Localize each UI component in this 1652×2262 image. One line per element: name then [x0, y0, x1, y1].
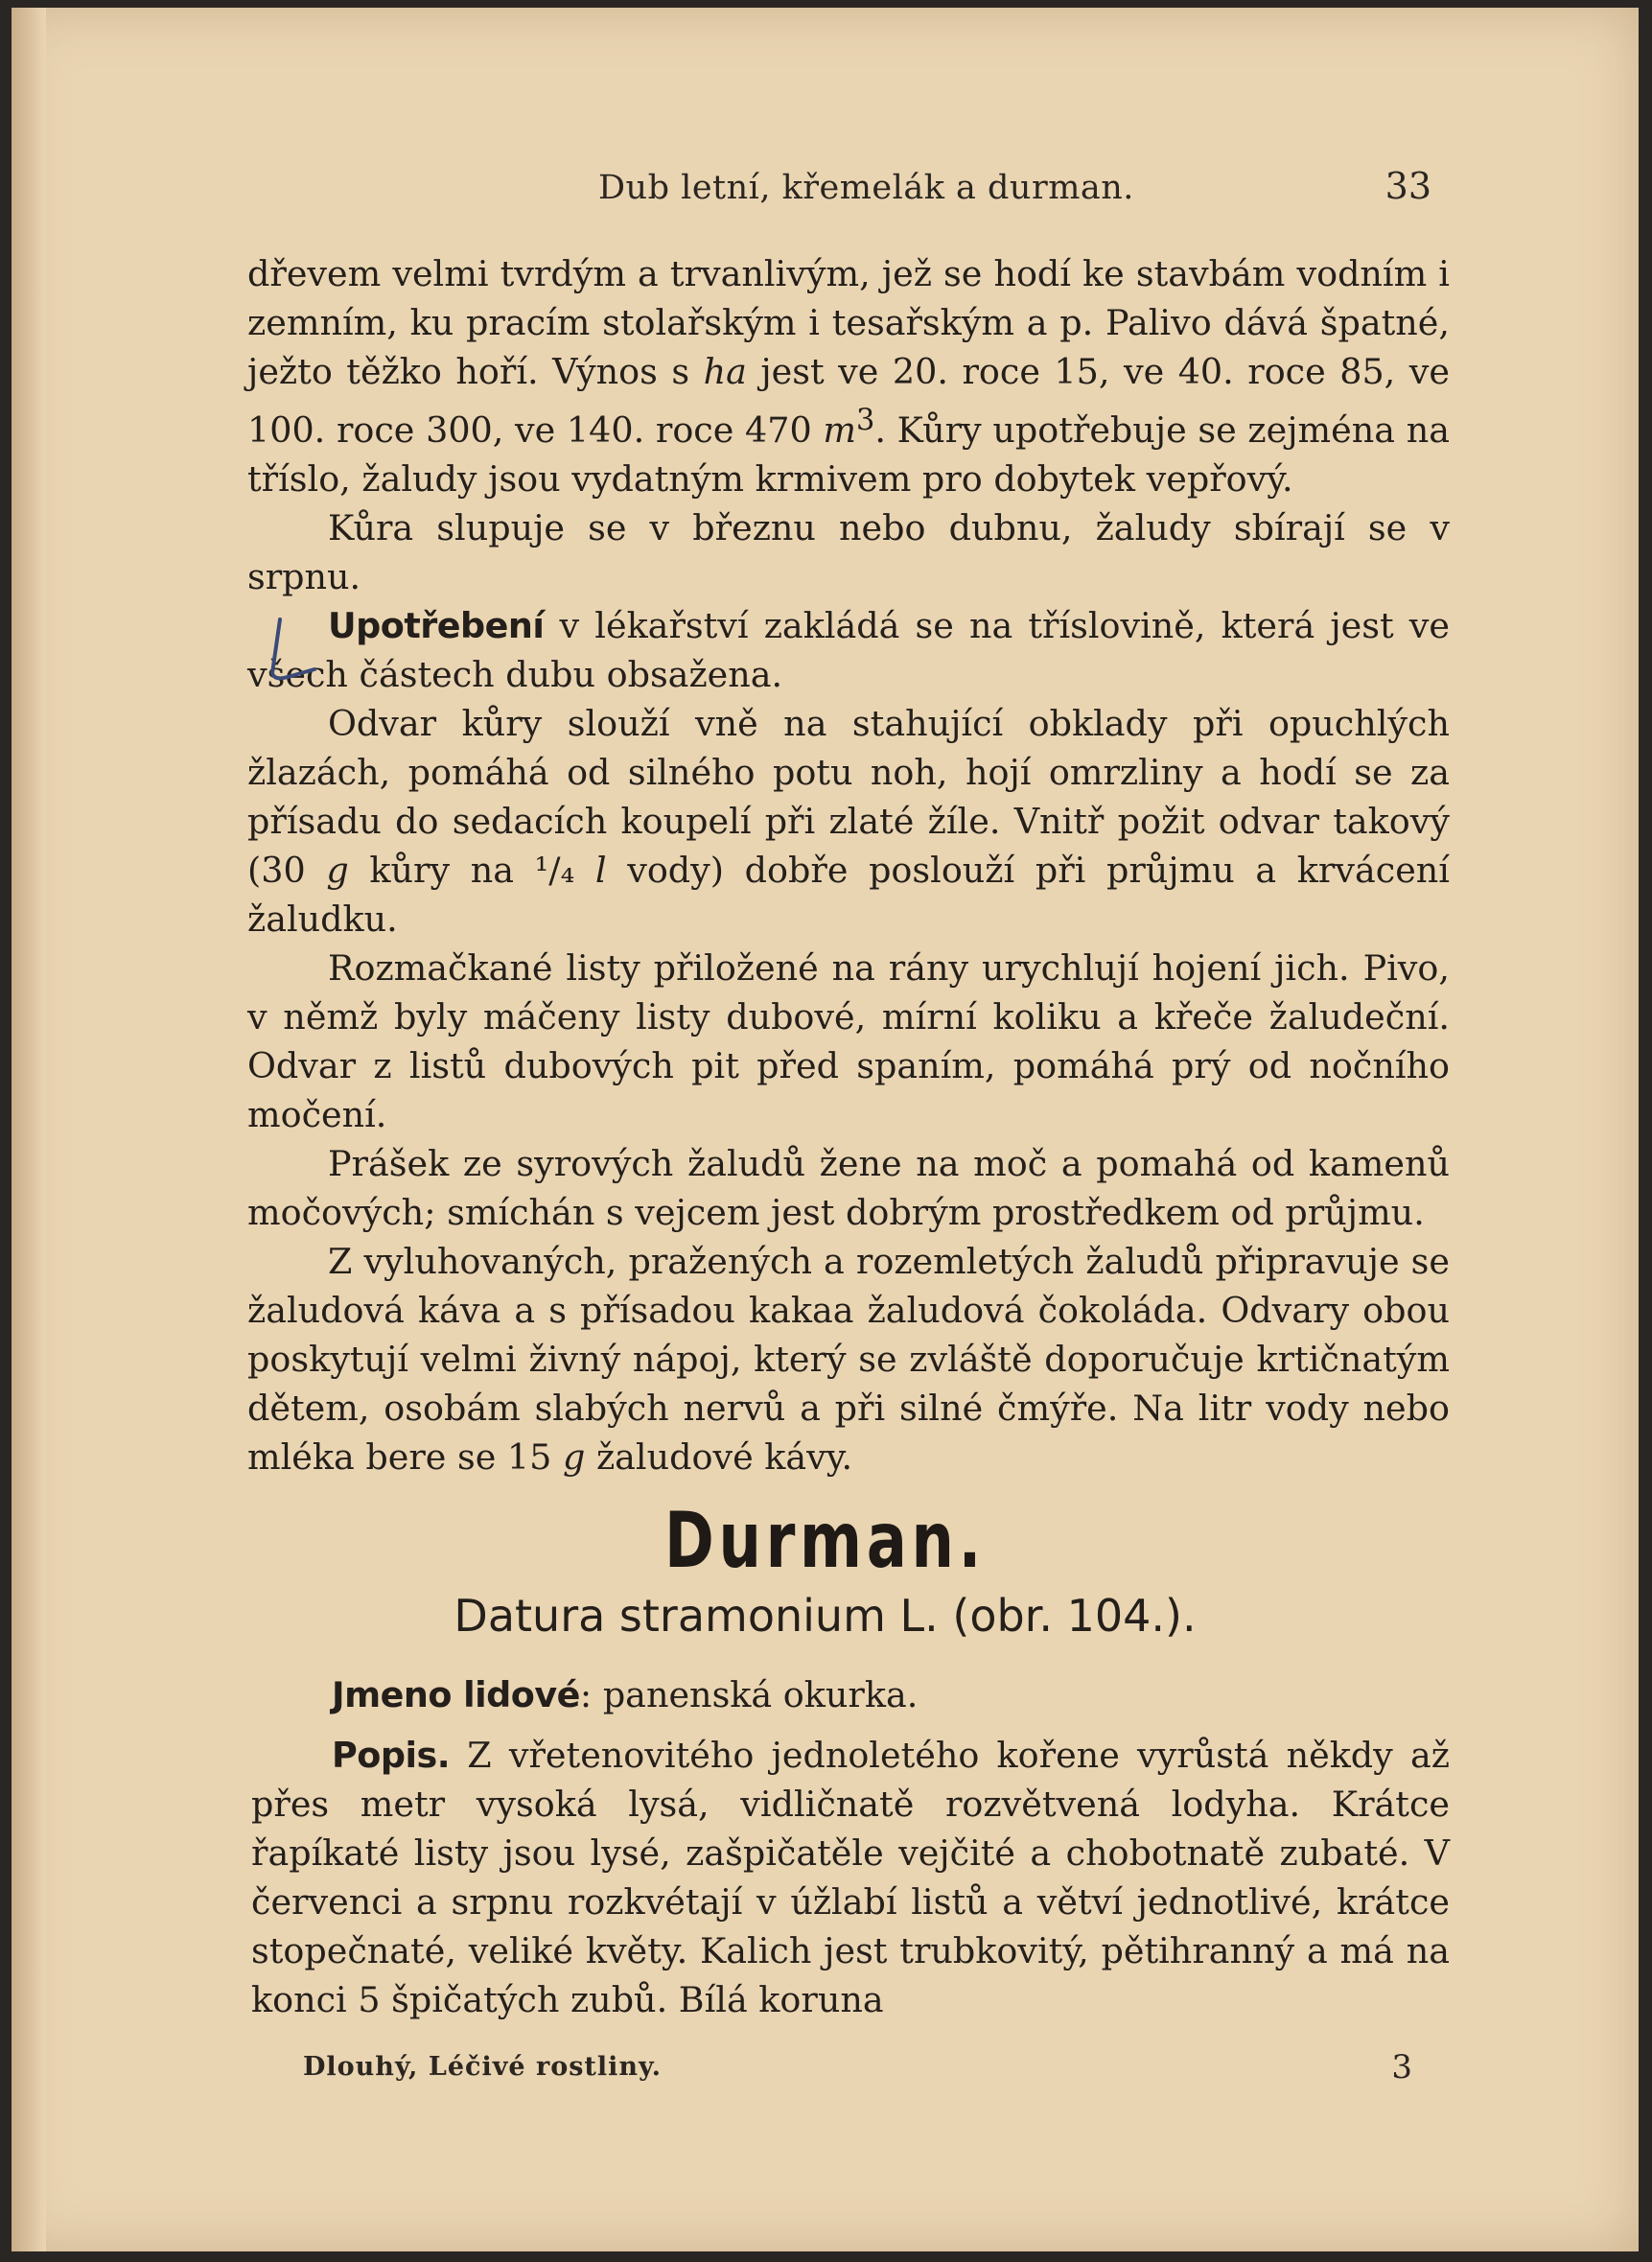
unit-ha: ha: [703, 351, 747, 392]
unit-m: m: [823, 409, 856, 452]
section-subtitle: Datura stramonium L. (obr. 104.).: [454, 1590, 1197, 1642]
paragraph-leaves: Rozmačkané listy přiložené na rány urychlují hojení jich. Pivo, v němž byly máčeny listy dubové, mírní koliku a křeče žaludeční. Odvar z listů dubových pit před spaním, pomáhá prý od nočního močení.: [247, 947, 1450, 1136]
lower-body-text: [251, 1670, 1450, 2024]
page-gutter: [12, 8, 46, 2251]
term-popis: Popis.: [332, 1735, 451, 1776]
paragraph-common-name: Jmeno lidové: panenská okurka.: [332, 1674, 919, 1715]
fraction: ¹/₄: [534, 850, 575, 892]
paragraph-bark-decoction: Odvar kůry slouží vně na stahující obklady při opuchlých žlazách, pomáhá od silného potu noh, hojí omrzliny a hodí se za přísadu do sedacích koupelí při zlaté žíle. Vnitř požit odvar takový (30 g kůry na ¹/₄ l vody) dobře poslouží při průjmu a krvácení žaludku.: [247, 703, 1450, 941]
section-title: Durman.: [663, 1496, 987, 1585]
paragraph-description: Popis. Z vřetenovitého jednoletého kořene vyrůstá někdy až přes metr vysoká lysá, vidličnatě rozvětvená lodyha. Krátce řapíkaté listy jsou lysé, zašpičatěle vejčité a chobotnatě zubaté. V červenci a srpnu rozkvétají v úžlabí listů a větví jednotlivé, krátce stopečnaté, veliké květy. Kalich jest trubkovitý, pětihranný a má na konci 5 špičatých zubů. Bílá koruna: [251, 1735, 1450, 2020]
paragraph-harvest: Kůra slupuje se v březnu nebo dubnu, žaludy sbírají se v srpnu.: [247, 507, 1450, 598]
paragraph-acorn-powder: Prášek ze syrových žaludů žene na moč a pomahá od kamenů močových; smíchán s vejcem jest dobrým prostředkem od průjmu.: [247, 1143, 1450, 1234]
upper-body-text: [247, 249, 1450, 1481]
term-jmeno-lidove: Jmeno lidové: [332, 1674, 580, 1715]
paragraph-medical-use: Upotřebení v lékařství zakládá se na tříslovině, která jest ve všech částech dubu obsažena.: [247, 605, 1450, 696]
running-head: Dub letní, křemelák a durman.: [598, 169, 1134, 207]
term-upotrebeni: Upotřebení: [328, 605, 545, 647]
signature-line: Dlouhý, Léčivé rostliny.: [303, 2052, 663, 2082]
unit-superscript: 3: [856, 404, 875, 437]
book-page: [12, 8, 1639, 2251]
page-number: 33: [1384, 165, 1431, 207]
paragraph-wood: dřevem velmi tvrdým a trvanlivým, jež se hodí ke stavbám vodním i zemním, ku pracím stolařským i tesařským a p. Palivo dává špatné, ježto těžko hoří. Výnos s ha jest ve 20. roce 15, ve 40. roce 85, ve 100. roce 300, ve 140. roce 470 $m^3$. Kůry upotřebuje se zejména na tříslo, žaludy jsou vydatným krmivem pro dobytek vepřový.: [247, 253, 1450, 501]
signature-mark: 3: [1391, 2048, 1412, 2087]
paragraph-acorn-coffee: Z vyluhovaných, pražených a rozemletých žaludů připravuje se žaludová káva a s přísadou kakaa žaludová čokoláda. Odvary obou poskytují velmi živný nápoj, který se zvláště doporučuje krtičnatým dětem, osobám slabých nervů a při silné čmýře. Na litr vody nebo mléka bere se 15 g žaludové kávy.: [247, 1241, 1450, 1479]
